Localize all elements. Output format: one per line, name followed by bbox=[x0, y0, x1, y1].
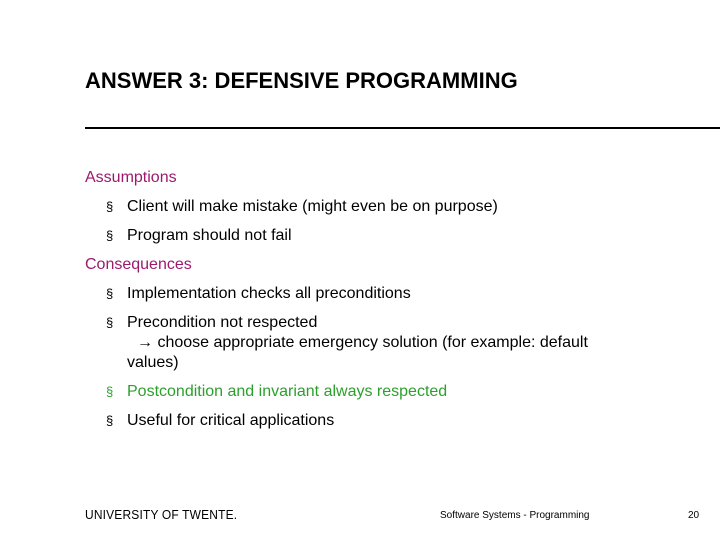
bullet-marker: § bbox=[106, 228, 114, 243]
bullet-client-mistake bbox=[85, 197, 685, 217]
bullet-critical-applications bbox=[85, 411, 685, 431]
bullet-checks-preconditions bbox=[85, 284, 685, 304]
bullet-postcondition-invariant bbox=[85, 382, 685, 402]
slide-body bbox=[85, 168, 685, 431]
bullet-program-not-fail bbox=[85, 226, 685, 246]
section-heading-consequences: Consequences bbox=[85, 256, 192, 273]
university-logo: UNIVERSITY OF TWENTE. bbox=[85, 507, 238, 522]
footer-course-name: Software Systems - Programming bbox=[440, 510, 590, 521]
bullet-text: Implementation checks all preconditions bbox=[127, 285, 411, 302]
slide-title: ANSWER 3: DEFENSIVE PROGRAMMING bbox=[85, 68, 518, 93]
bullet-continuation: values) bbox=[127, 354, 179, 371]
section-heading-assumptions: Assumptions bbox=[85, 169, 177, 186]
title-divider bbox=[85, 127, 720, 129]
bullet-continuation: → choose appropriate emergency solution (for example: default bbox=[137, 334, 588, 351]
bullet-text: Postcondition and invariant always respected bbox=[127, 383, 448, 400]
bullet-text: Precondition not respected bbox=[127, 314, 318, 331]
page-number: 20 bbox=[688, 510, 700, 521]
bullet-marker: § bbox=[106, 286, 114, 301]
bullet-marker: § bbox=[106, 413, 114, 428]
bullet-marker: § bbox=[106, 315, 114, 330]
bullet-text: Client will make mistake (might even be on purpose) bbox=[127, 198, 498, 215]
bullet-marker: § bbox=[106, 199, 114, 214]
bullet-precondition-not-respected bbox=[85, 313, 685, 373]
bullet-text: Useful for critical applications bbox=[127, 412, 335, 429]
bullet-text: Program should not fail bbox=[127, 227, 292, 244]
bullet-marker: § bbox=[106, 384, 114, 399]
